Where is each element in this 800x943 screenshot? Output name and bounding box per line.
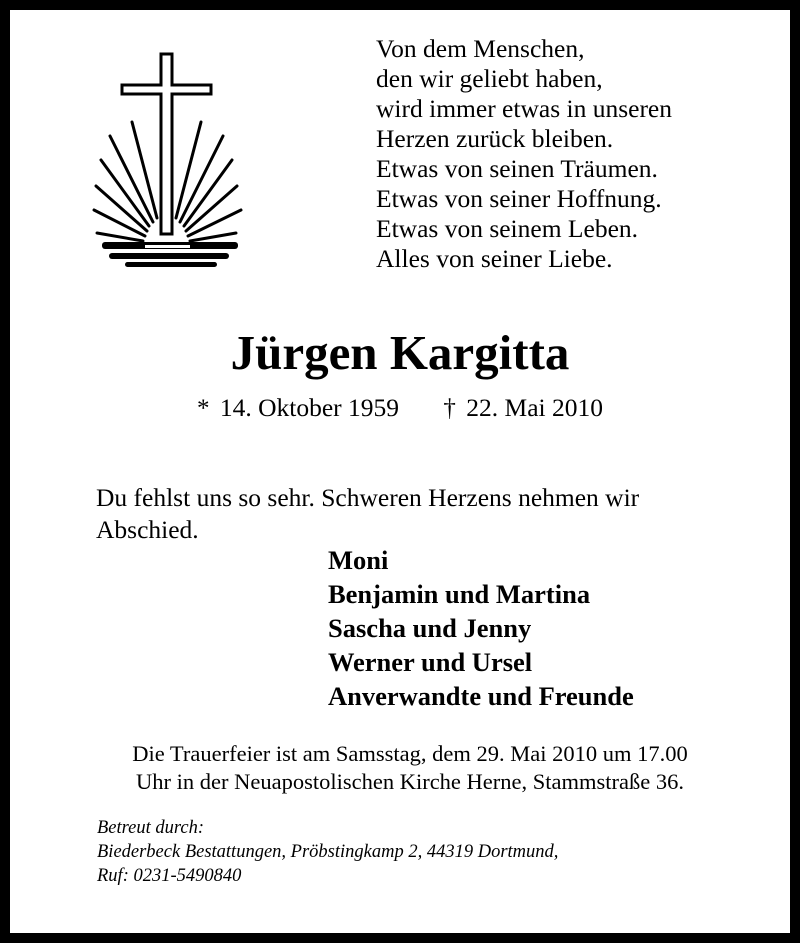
death-date: 22. Mai 2010 <box>466 393 603 422</box>
poem-line: Etwas von seinen Träumen. <box>376 154 658 183</box>
birth-info <box>197 393 399 423</box>
funeral-service-info <box>0 740 800 796</box>
poem-line: den wir geliebt haben, <box>376 64 603 93</box>
poem-line: wird immer etwas in unseren <box>376 94 673 123</box>
cross-with-sun-rays-icon <box>85 50 255 270</box>
undertaker-address: Biederbeck Bestattungen, Pröbstingkamp 2, 44319 Dortmund, <box>97 842 559 862</box>
poem-line: Alles von seiner Liebe. <box>376 244 613 273</box>
undertaker-label: Betreut durch: <box>97 818 205 838</box>
life-dates <box>0 393 800 423</box>
mourner-item: Benjamin und Martina <box>328 579 591 609</box>
deceased-name: Jürgen Kargitta <box>230 325 570 380</box>
death-cross-icon: † <box>443 395 456 422</box>
service-line: Die Trauerfeier ist am Samsstag, dem 29. Mai 2010 um 17.00 <box>132 741 688 766</box>
mourners-list <box>328 543 634 713</box>
mourner-item: Werner und Ursel <box>328 647 533 677</box>
poem-line: Etwas von seinem Leben. <box>376 214 639 243</box>
poem-line: Herzen zurück bleiben. <box>376 124 614 153</box>
birth-star-icon: * <box>196 395 210 422</box>
service-line: Uhr in der Neuapostolischen Kirche Herne, Stammstraße 36. <box>136 769 684 794</box>
memorial-poem <box>376 34 776 274</box>
mourner-item: Moni <box>328 545 389 575</box>
farewell-text <box>96 482 736 546</box>
poem-line: Etwas von seiner Hoffnung. <box>376 184 662 213</box>
poem-line: Von dem Menschen, <box>376 34 585 63</box>
mourner-item: Anverwandte und Freunde <box>328 681 634 711</box>
death-info <box>443 393 603 423</box>
undertaker-phone: Ruf: 0231-5490840 <box>97 866 242 886</box>
birth-date: 14. Oktober 1959 <box>219 393 400 422</box>
mourner-item: Sascha und Jenny <box>328 613 532 643</box>
undertaker-info <box>97 816 558 888</box>
farewell-line: Abschied. <box>96 515 199 544</box>
farewell-line: Du fehlst uns so sehr. Schweren Herzens nehmen wir <box>96 483 640 512</box>
